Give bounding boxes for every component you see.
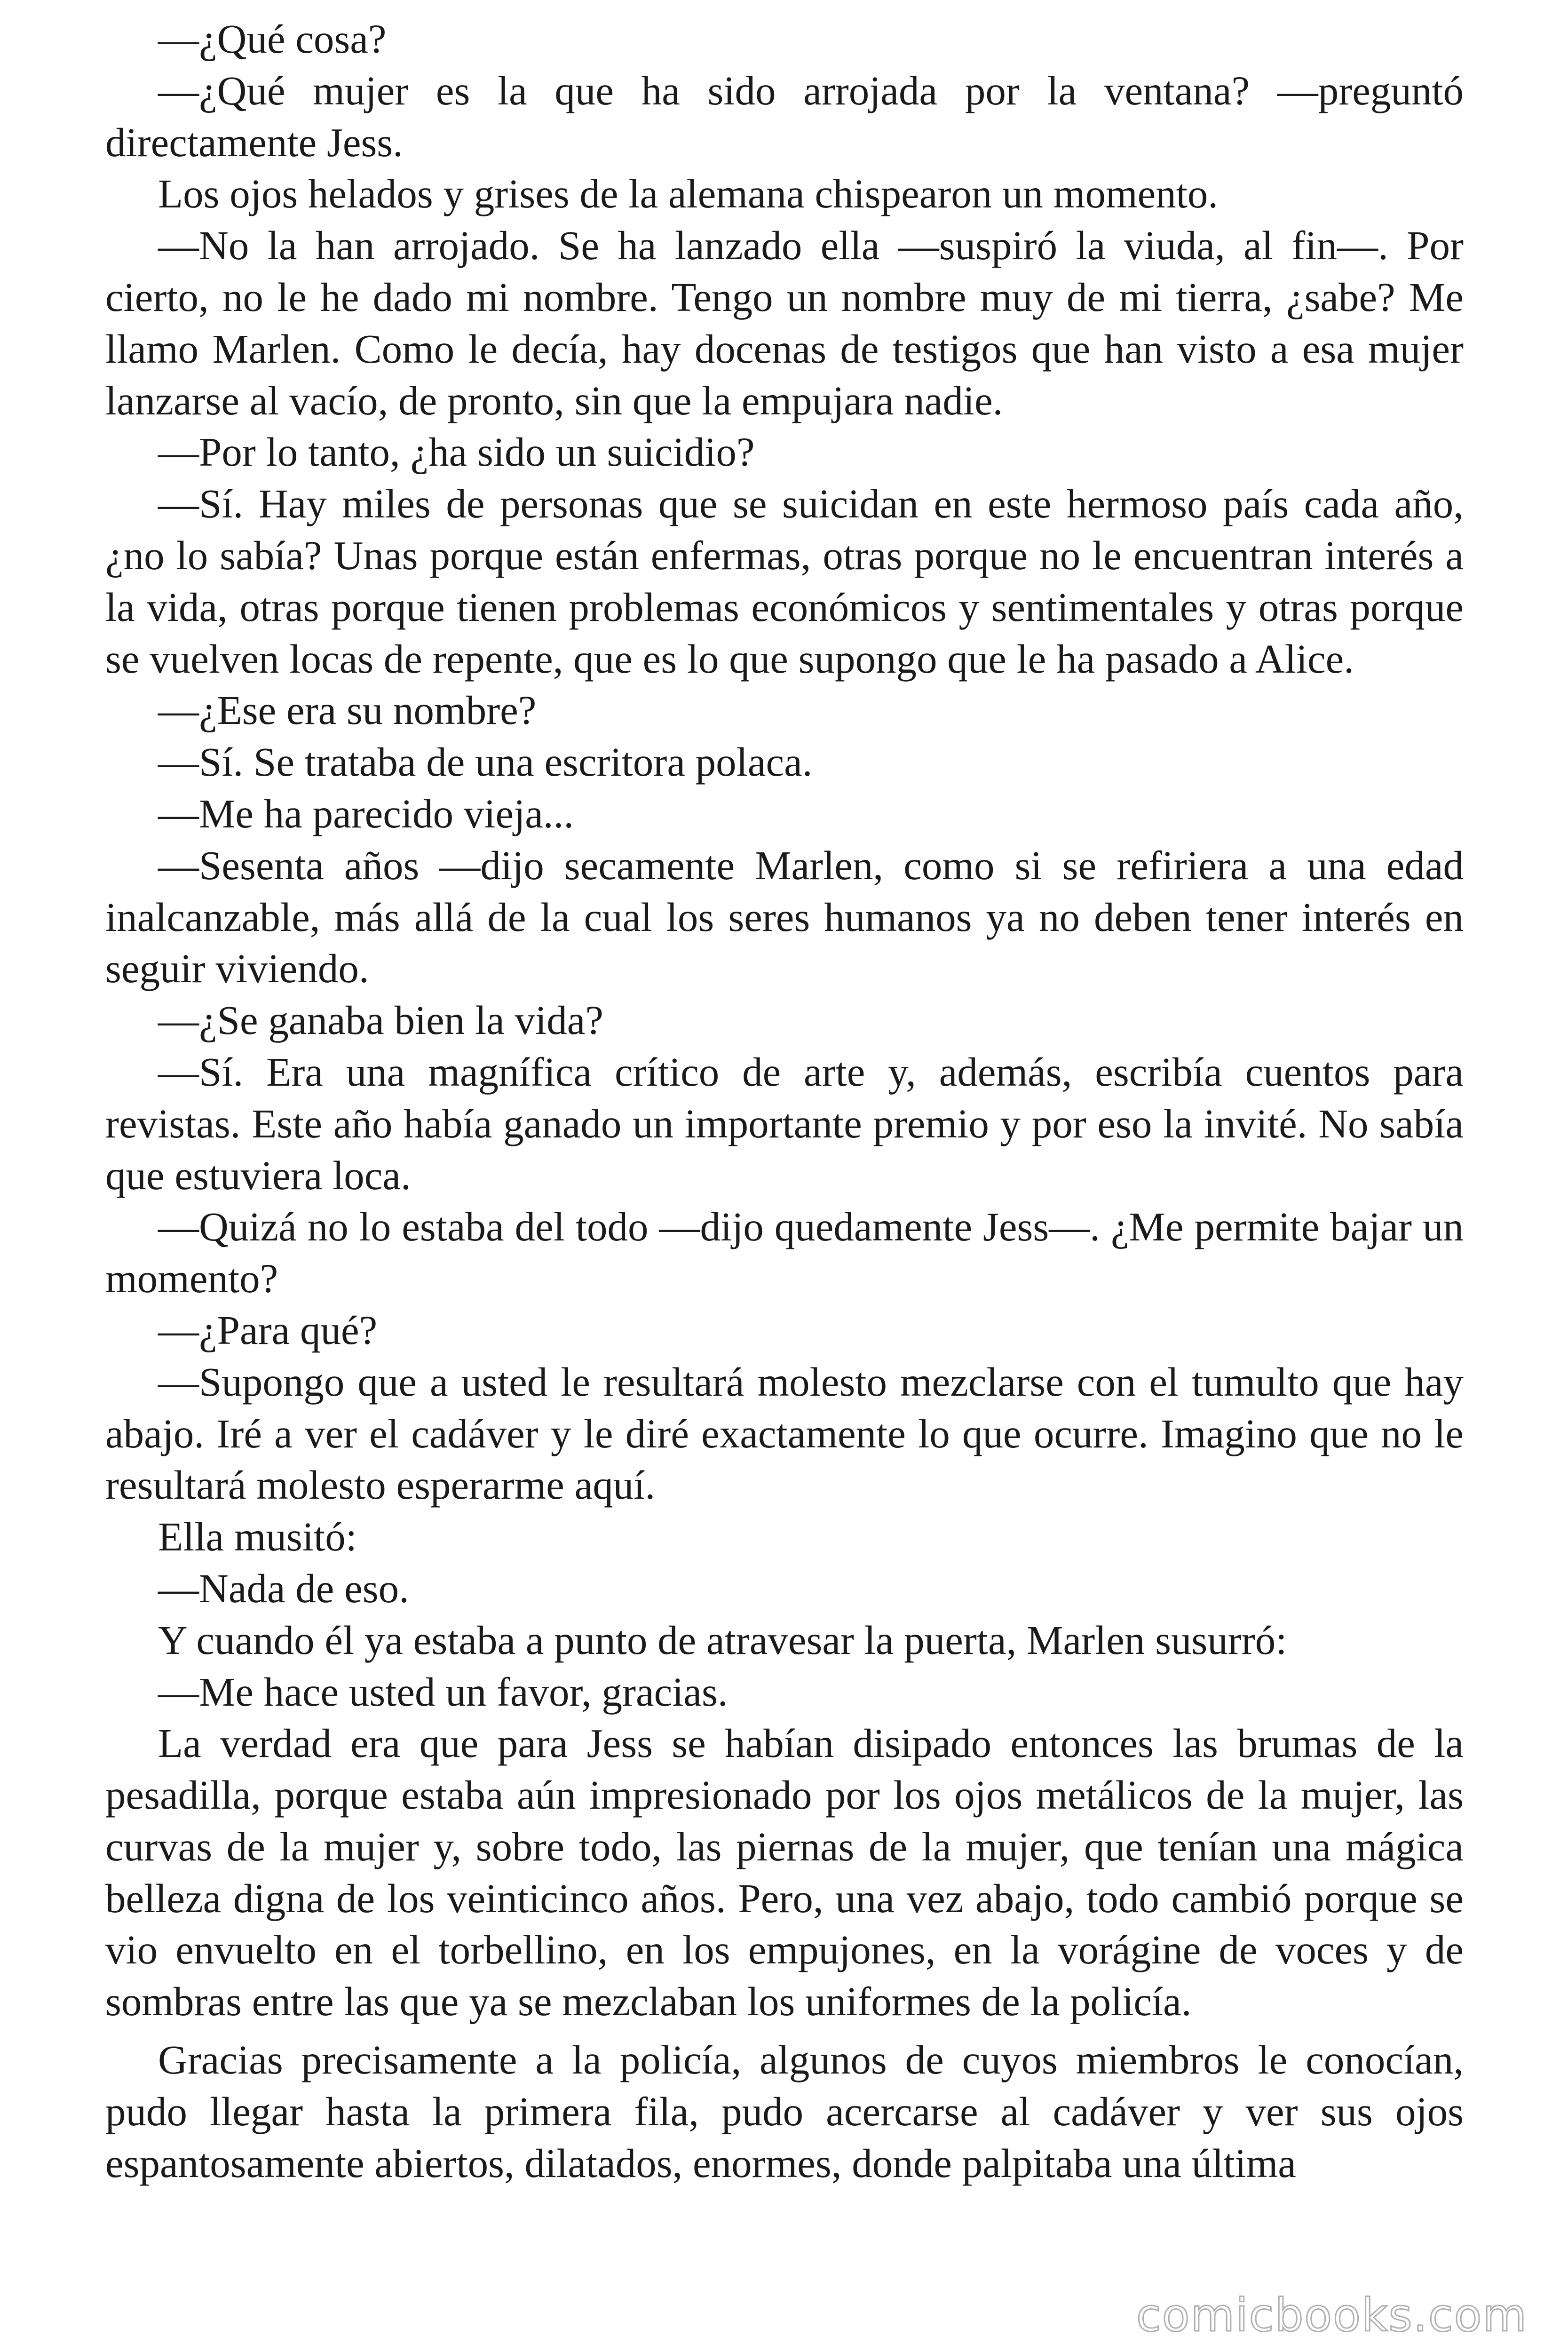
paragraph-2: —¿Qué mujer es la que ha sido arrojada por la ventana? —preguntó directamente Jess. [105,67,1464,165]
paragraph-11: —¿Se ganaba bien la vida? [158,997,603,1043]
paragraph-21: Gracias precisamente a la policía, algunos de cuyos miembros le conocían, pudo llegar hasta la primera fila, pudo acercarse al cadáver y ver sus ojos espantosamente abiertos, dilatados, enormes, donde palpitaba una última [105,2037,1464,2186]
paragraph-7: —¿Ese era su nombre? [158,687,537,733]
paragraph-17: —Nada de eso. [158,1565,409,1611]
watermark-logo: comicbooks.com [1136,2289,1528,2342]
paragraph-18: Y cuando él ya estaba a punto de atravesar la puerta, Marlen susurró: [158,1617,1287,1663]
paragraph-8: —Sí. Se trataba de una escritora polaca. [158,739,813,785]
paragraph-3: Los ojos helados y grises de la alemana chispearon un momento. [158,171,1219,217]
paragraph-16: Ella musitó: [158,1514,357,1560]
paragraph-13: —Quizá no lo estaba del todo —dijo quedamente Jess—. ¿Me permite bajar un momento? [105,1204,1464,1302]
body-text [105,13,1464,2189]
paragraph-5: —Por lo tanto, ¿ha sido un suicidio? [158,429,755,475]
paragraph-6: —Sí. Hay miles de personas que se suicidan en este hermoso país cada año, ¿no lo sabía? Unas porque están enfermas, otras porque no le encuentran interés a la vida, otras porque tienen problemas económicos y sentimentales y otras porque se vuelven locas de repente, que es lo que supongo que le ha pasado a Alice. [105,481,1464,682]
paragraph-20: La verdad era que para Jess se habían disipado entonces las brumas de la pesadilla, porque estaba aún impresionado por los ojos metálicos de la mujer, las curvas de la mujer y, sobre todo, las piernas de la mujer, que tenían una mágica belleza digna de los veinticinco años. Pero, una vez abajo, todo cambió porque se vio envuelto en el torbellino, en los empujones, en la vorágine de voces y de sombras entre las que ya se mezclaban los uniformes de la policía. [105,1720,1464,2025]
paragraph-19: —Me hace usted un favor, gracias. [158,1669,728,1715]
paragraph-12: —Sí. Era una magnífica crítico de arte y, además, escribía cuentos para revistas. Este año había ganado un importante premio y por eso la invité. No sabía que estuviera loca. [105,1049,1464,1198]
paragraph-9: —Me ha parecido vieja... [158,790,574,836]
paragraph-10: —Sesenta años —dijo secamente Marlen, como si se refiriera a una edad inalcanzable, más allá de la cual los seres humanos ya no deben tener interés en seguir viviendo. [105,842,1464,992]
paragraph-1: —¿Qué cosa? [158,16,387,62]
paragraph-4: —No la han arrojado. Se ha lanzado ella —suspiró la viuda, al fin—. Por cierto, no le he dado mi nombre. Tengo un nombre muy de mi tierra, ¿sabe? Me llamo Marlen. Como le decía, hay docenas de testigos que han visto a esa mujer lanzarse al vacío, de pronto, sin que la empujara nadie. [105,222,1464,423]
paragraph-15: —Supongo que a usted le resultará molesto mezclarse con el tumulto que hay abajo. Iré a ver el cadáver y le diré exactamente lo que ocurre. Imagino que no le resultará molesto esperarme aquí. [105,1359,1464,1508]
paragraph-14: —¿Para qué? [158,1307,378,1353]
